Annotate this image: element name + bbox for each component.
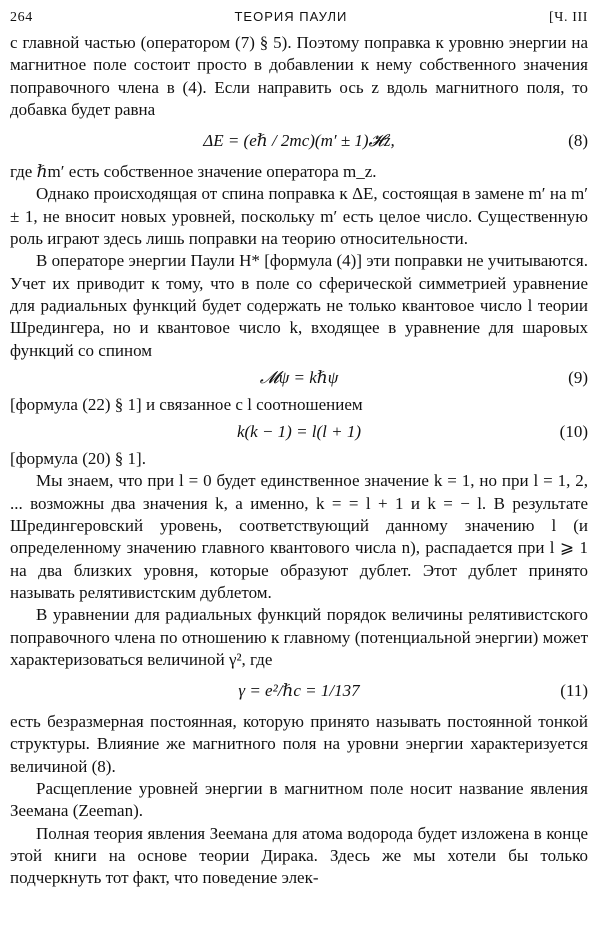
equation-number: (9) [568,367,588,387]
chapter-title: ТЕОРИЯ ПАУЛИ [234,9,348,24]
paragraph: Однако происходящая от спина поправка к ΔE, состоящая в замене m′ на m′ ± 1, не вносит новых уровней, поскольку m′ есть целое число. Существенную роль играют здесь лишь поправки на теорию относительности. [10,184,588,249]
equation-8 [10,121,588,161]
running-header [10,6,588,32]
paragraph: Полная теория явления Зеемана для атома водорода будет изложена в конце этой книги на основе теории Дирака. Здесь же мы хотели бы только подчеркнуть тот факт, что поведение элек- [10,823,588,888]
equation-number: (10) [559,422,588,442]
paragraph: есть безразмерная постоянная, которую принято называть постоянной тонкой структуры. Влияние же магнитного поля на уровни энергии характеризуется величиной (8). [10,712,588,776]
equation-number: (8) [568,131,588,151]
equation-body: ΔE = (eℏ / 2mc)(m′ ± 1)𝓗z, [203,131,395,151]
paragraph: Мы знаем, что при l = 0 будет единственное значение k = 1, но при l = 1, 2, ... возможны два значения k, а именно, k = = l + 1 и k = − l. В результате Шредингеровский уровень, соответствующий данному значению l (и определенному значению главного квантового числа n), распадается при l ⩾ 1 на два близких уровня, которые образуют дублет. Этот дублет принято называть релятивистским дублетом. [10,471,588,602]
paragraph: где ℏm′ есть собственное значение оператора m_z. [10,162,377,182]
equation-body: 𝓜ψ = kℏψ [259,367,339,387]
page-number: 264 [10,10,33,25]
equation-body: γ = e²/ℏc = 1/137 [238,681,360,701]
equation-9 [10,362,588,394]
equation-10 [10,416,588,448]
paragraph: В уравнении для радиальных функций порядок величины релятивистского поправочного члена по отношению к главному (потенциальной энергии) может характеризоваться величиной γ², где [10,605,588,669]
paragraph: [формула (22) § 1] и связанное с l соотношением [10,394,363,414]
paragraph: В операторе энергии Паули H* [формула (4)] эти поправки не учитываются. Учет их приводит к тому, что в поле со сферической симметрией уравнение для радиальных функций будет содержать не только квантовое число l теории Шредингера, но и квантовое число k, входящее в уравнение для шаровых функций со спином [10,251,588,360]
paragraph: Расщепление уровней энергии в магнитном поле носит название явления Зеемана (Zeeman). [10,779,588,821]
equation-number: (11) [560,681,588,701]
section-marker: [Ч. III [549,10,588,25]
paragraph: [формула (20) § 1]. [10,449,146,469]
paragraph: с главной частью (оператором (7) § 5). Поэтому поправка к уровню энергии на магнитное поле состоит просто в добавлении к нему собственного значения поправочного члена в (4). Если направить ось z вдоль магнитного поля, то добавка будет равна [10,33,588,119]
equation-11 [10,671,588,711]
equation-body: k(k − 1) = l(l + 1) [236,422,362,442]
